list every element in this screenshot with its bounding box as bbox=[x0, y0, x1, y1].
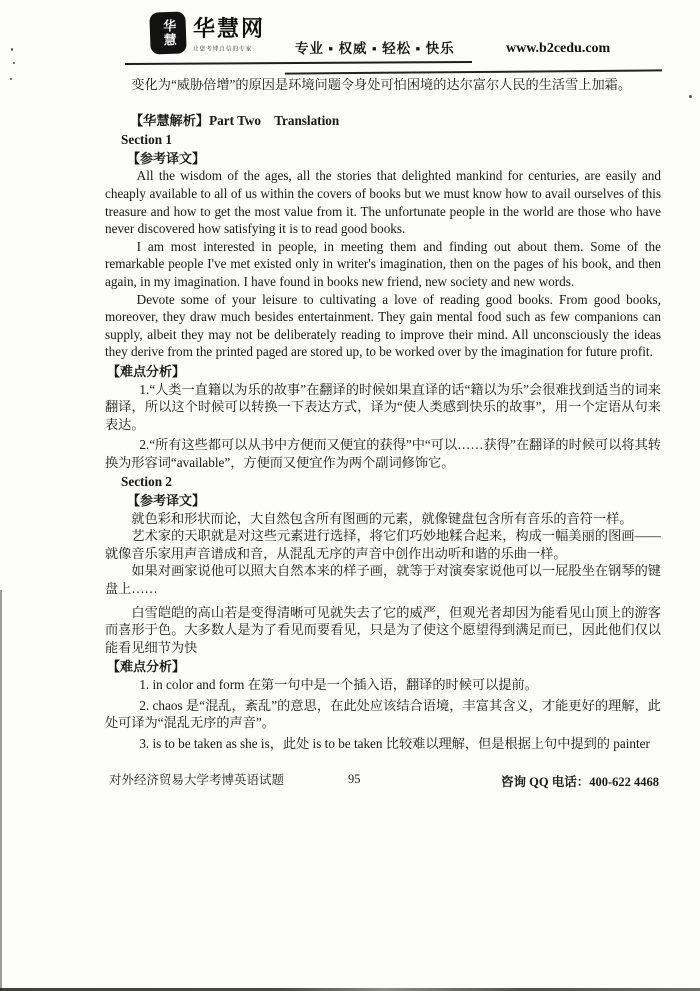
section1-difficulty-title: 【难点分析】 bbox=[107, 363, 186, 379]
section2-paragraph: 就色彩和形状而论，大自然包含所有图画的元素，就像键盘包含所有音乐的音符一样。 bbox=[131, 510, 633, 526]
difficulty-item: 3. is to be taken as she is，此处 is to be taken 比较难以理解，但是根据上句中提到的 painter bbox=[139, 735, 650, 751]
difficulty-item: 1. in color and form 在第一句中是一个插入语，翻译的时候可以提前。 bbox=[139, 677, 538, 692]
scan-speck bbox=[689, 95, 692, 98]
section1-heading: Section 1 bbox=[121, 132, 172, 148]
section2-ref-title: 【参考译文】 bbox=[127, 493, 206, 509]
section2-paragraph: 如果对画家说他可以照大自然本来的样子画，就等于对演奏家说他可以一屁股坐在钢琴的键盘上…… bbox=[105, 563, 661, 597]
huahui-seal-icon: 华慧 bbox=[149, 11, 186, 54]
logo-tagline: 让您考博自信的专家 bbox=[193, 46, 253, 53]
footer-exam-title: 对外经济贸易大学考博英语试题 bbox=[109, 773, 285, 787]
document-body bbox=[105, 76, 661, 752]
page-header bbox=[0, 10, 700, 68]
difficulty-item: 1.“人类一直籍以为乐的故事”在翻译的时候如果直译的话“籍以为乐”会很难找到适当的词来翻译，所以这个时候可以转换一下表达方式，译为“使人类感到快乐的故事”，用一个定语从句来表达。 bbox=[105, 381, 661, 432]
section1-ref-title: 【参考译文】 bbox=[127, 150, 206, 166]
header-slogan: 专业 ▪ 权威 ▪ 轻松 ▪ 快乐 bbox=[295, 41, 455, 56]
difficulty-item: 2. chaos 是“混乱，紊乱”的意思，在此处应该结合语境，丰富其含义，才能更好的理解，此处可译为“混乱无序的声音”。 bbox=[105, 697, 661, 731]
section2-heading: Section 2 bbox=[121, 474, 172, 490]
header-rule-lower bbox=[285, 69, 662, 74]
section2-paragraph: 白雪皑皑的高山若是变得清晰可见就失去了它的威严，但观光者却因为能看见山顶上的游客而喜形于色。大多数人是为了看见而要看见，只是为了使这个愿望得到满足而已，因此他们仅以能看见细节为快 bbox=[105, 604, 661, 655]
section2-difficulty-title: 【难点分析】 bbox=[107, 659, 186, 675]
section2-paragraph: 艺术家的天职就是对这些元素进行选择，将它们巧妙地糅合起来，构成一幅美丽的图画——就像音乐家用声音谱成和音，从混乱无序的声音中创作出动听和谐的乐曲一样。 bbox=[105, 528, 661, 561]
scan-speck bbox=[11, 48, 13, 51]
section1-paragraph: Devote some of your leisure to cultivating a love of reading good books. From good books, moreover, they draw much besides entertainment. They gain mental food such as few companions can supply, albeit they may not be deliberately reading to improve their mind. All unconsciously the ideas they derive from the printed paged are stored up, to be worked over by the imagination for future profit. bbox=[105, 291, 661, 360]
analysis-title: 【华慧解析】Part Two Translation bbox=[130, 112, 340, 128]
footer-contact: 咨询 QQ 电话：400-622 4468 bbox=[501, 775, 659, 789]
section1-paragraph: I am most interested in people, in meeting them and finding out about them. Some of the remarkable people I've met existed only in writer's imagination, then on the pages of his book, and then again, in my imagination. I have found in books new friend, new society and new words. bbox=[105, 238, 661, 289]
huahui-logo bbox=[150, 12, 301, 59]
page-footer bbox=[105, 770, 661, 790]
scan-speck bbox=[13, 62, 15, 64]
difficulty-item: 2.“所有这些都可以从书中方便而又便宜的获得”中“可以……获得”在翻译的时候可以将其转换为形容词“available”，方便而又便宜作为两个副词修饰它。 bbox=[105, 437, 661, 470]
scan-edge-left bbox=[0, 590, 2, 991]
logo-name: 华慧网 bbox=[193, 16, 266, 41]
footer-page-number: 95 bbox=[348, 772, 361, 786]
intro-paragraph: 变化为“威胁倍增”的原因是环境问题令身处可怕困境的达尔富尔人民的生活雪上加霜。 bbox=[131, 77, 632, 92]
logo-text-block bbox=[193, 12, 301, 59]
header-website: www.b2cedu.com bbox=[506, 41, 611, 56]
header-rule-upper bbox=[125, 61, 472, 65]
scan-speck bbox=[10, 78, 12, 80]
section1-paragraph: All the wisdom of the ages, all the stories that delighted mankind for centuries, are easily and cheaply available to all of us within the covers of books but we must know how to avail ourselves of this treasure and how to get the most value from it. The unfortunate people in the world are those who have never discovered how satisfying it is to read good books. bbox=[105, 168, 661, 237]
